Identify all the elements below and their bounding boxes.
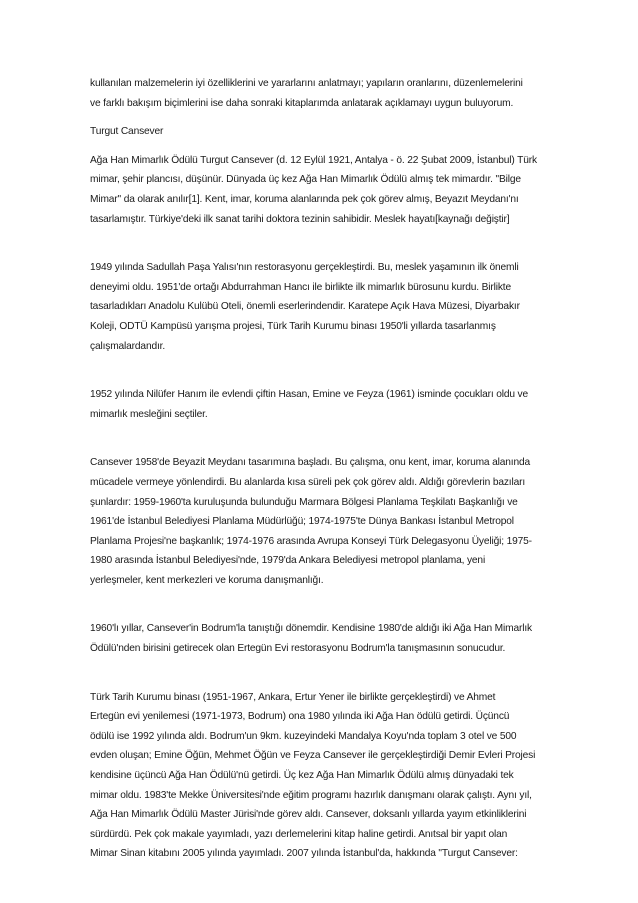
paragraph-intro: kullanılan malzemelerin iyi özelliklerini ve yararlarını anlatmayı; yapıların oranlarını, düzenlemelerini ve farklı bakışım biçimlerini ise daha sonraki kitaplarımda anlatarak açıklamayı uygun buluyorum. — [90, 78, 523, 109]
paragraph-1949: 1949 yılında Sadullah Paşa Yalısı'nın restorasyonu gerçekleştirdi. Bu, meslek yaşamının ilk önemli deneyimi oldu. 1951'de ortağı Abdurrahman Hancı ile birlikte ilk mimarlık bürosunu kurdu. Birlikte tasarladıkları Anadolu Kulübü Oteli, önemli eserlerindendir. Karatepe Açık Hava Müzesi, Diyarbakır Koleji, ODTÜ Kampüsü yarışma projesi, Türk Tarih Kurumu binası 1950'li yıllarda tasarlanmış çalışmalardandır. — [90, 262, 520, 352]
paragraph-1958: Cansever 1958'de Beyazit Meydanı tasarımına başladı. Bu çalışma, onu kent, imar, koruma alanında mücadele vermeye yönlendirdi. Bu alanlarda kısa süreli pek çok görev aldı. Aldığı görevlerin bazıları şunlardır: 1959-1960'ta kuruluşunda bulunduğu Marmara Bölgesi Planlama Teşkilatı Başkanlığı ve 1961'de İstanbul Belediyesi Planlama Müdürlüğü; 1974-1975'te Dünya Bankası İstanbul Metropol Planlama Projesi'ne başkanlık; 1974-1976 arasında Avrupa Konseyi Türk Delegasyonu Üyeliği; 1975- 1980 arasında İstanbul Belediyesi'nde, 1979'da Ankara Belediyesi metropol planlama, yeni yerleşmeler, kent merkezleri ve koruma danışmanlığı. — [90, 457, 532, 586]
spacer — [90, 229, 568, 258]
paragraph-biography: Ağa Han Mimarlık Ödülü Turgut Cansever (d. 12 Eylül 1921, Antalya - ö. 22 Şubat 2009, İstanbul) Türk mimar, şehir plancısı, düşünür. Dünyada üç kez Ağa Han Mimarlık Ödülü almış tek mimardır. "Bilge Mimar" da olarak anılır[1]. Kent, imar, koruma alanlarında pek çok görev almış, Beyazıt Meydanı'nı tasarlamıştır. Türkiye'deki ilk sanat tarihi doktora tezinin sahibidir. Meslek hayatı[kaynağı değiştir] — [90, 154, 537, 225]
spacer — [90, 590, 568, 619]
spacer — [90, 356, 568, 385]
spacer — [90, 424, 568, 453]
paragraph-awards: Türk Tarih Kurumu binası (1951-1967, Ankara, Ertur Yener ile birlikte gerçekleştirdi) ve Ahmet Ertegün evi yenilemesi (1971-1973, Bodrum) ona 1980 yılında iki Ağa Han ödülü getirdi. Üçüncü ödülü ise 1992 yılında aldı. Bodrum'un 9km. kuzeyindeki Mandalya Koyu'nda toplam 3 otel ve 500 evden oluşan; Emine Öğün, Mehmet Öğün ve Feyza Cansever ile gerçekleştirdiği Demir Evleri Projesi kendisine üçüncü Ağa Han Ödülü'nü getirdi. Üç kez Ağa Han Mimarlık Ödülü almış dünyadaki tek mimar oldu. 1983'te Mekke Üniversitesi'nde eğitim programı hazırlık danışmanı olarak çalıştı. Aynı yıl, Ağa Han Mimarlık Ödülü Master Jürisi'nde görev aldı. Cansever, doksanlı yıllarda yayım etkinliklerini sürdürdü. Pek çok makale yayımladı, yazı derlemelerini kitap haline getirdi. Anıtsal bir yapıt olan Mimar Sinan kitabını 2005 yılında yayımladı. 2007 yılında İstanbul'da, hakkında "Turgut Cansever: — [90, 691, 536, 860]
spacer — [90, 142, 568, 151]
spacer — [90, 659, 568, 688]
spacer — [90, 113, 568, 122]
paragraph-1960s: 1960'lı yıllar, Cansever'in Bodrum'la tanıştığı dönemdir. Kendisine 1980'de aldığı iki Ağa Han Mimarlık Ödülü'nden birisini getirecek olan Ertegün Evi restorasyonu Bodrum'la tanışmasının sonucudur. — [90, 623, 532, 655]
section-heading: Turgut Cansever — [90, 126, 164, 138]
paragraph-1952: 1952 yılında Nilüfer Hanım ile evlendi çiftin Hasan, Emine ve Feyza (1961) isminde çocukları oldu ve mimarlık mesleğini seçtiler. — [90, 389, 528, 420]
document-body — [90, 74, 568, 864]
